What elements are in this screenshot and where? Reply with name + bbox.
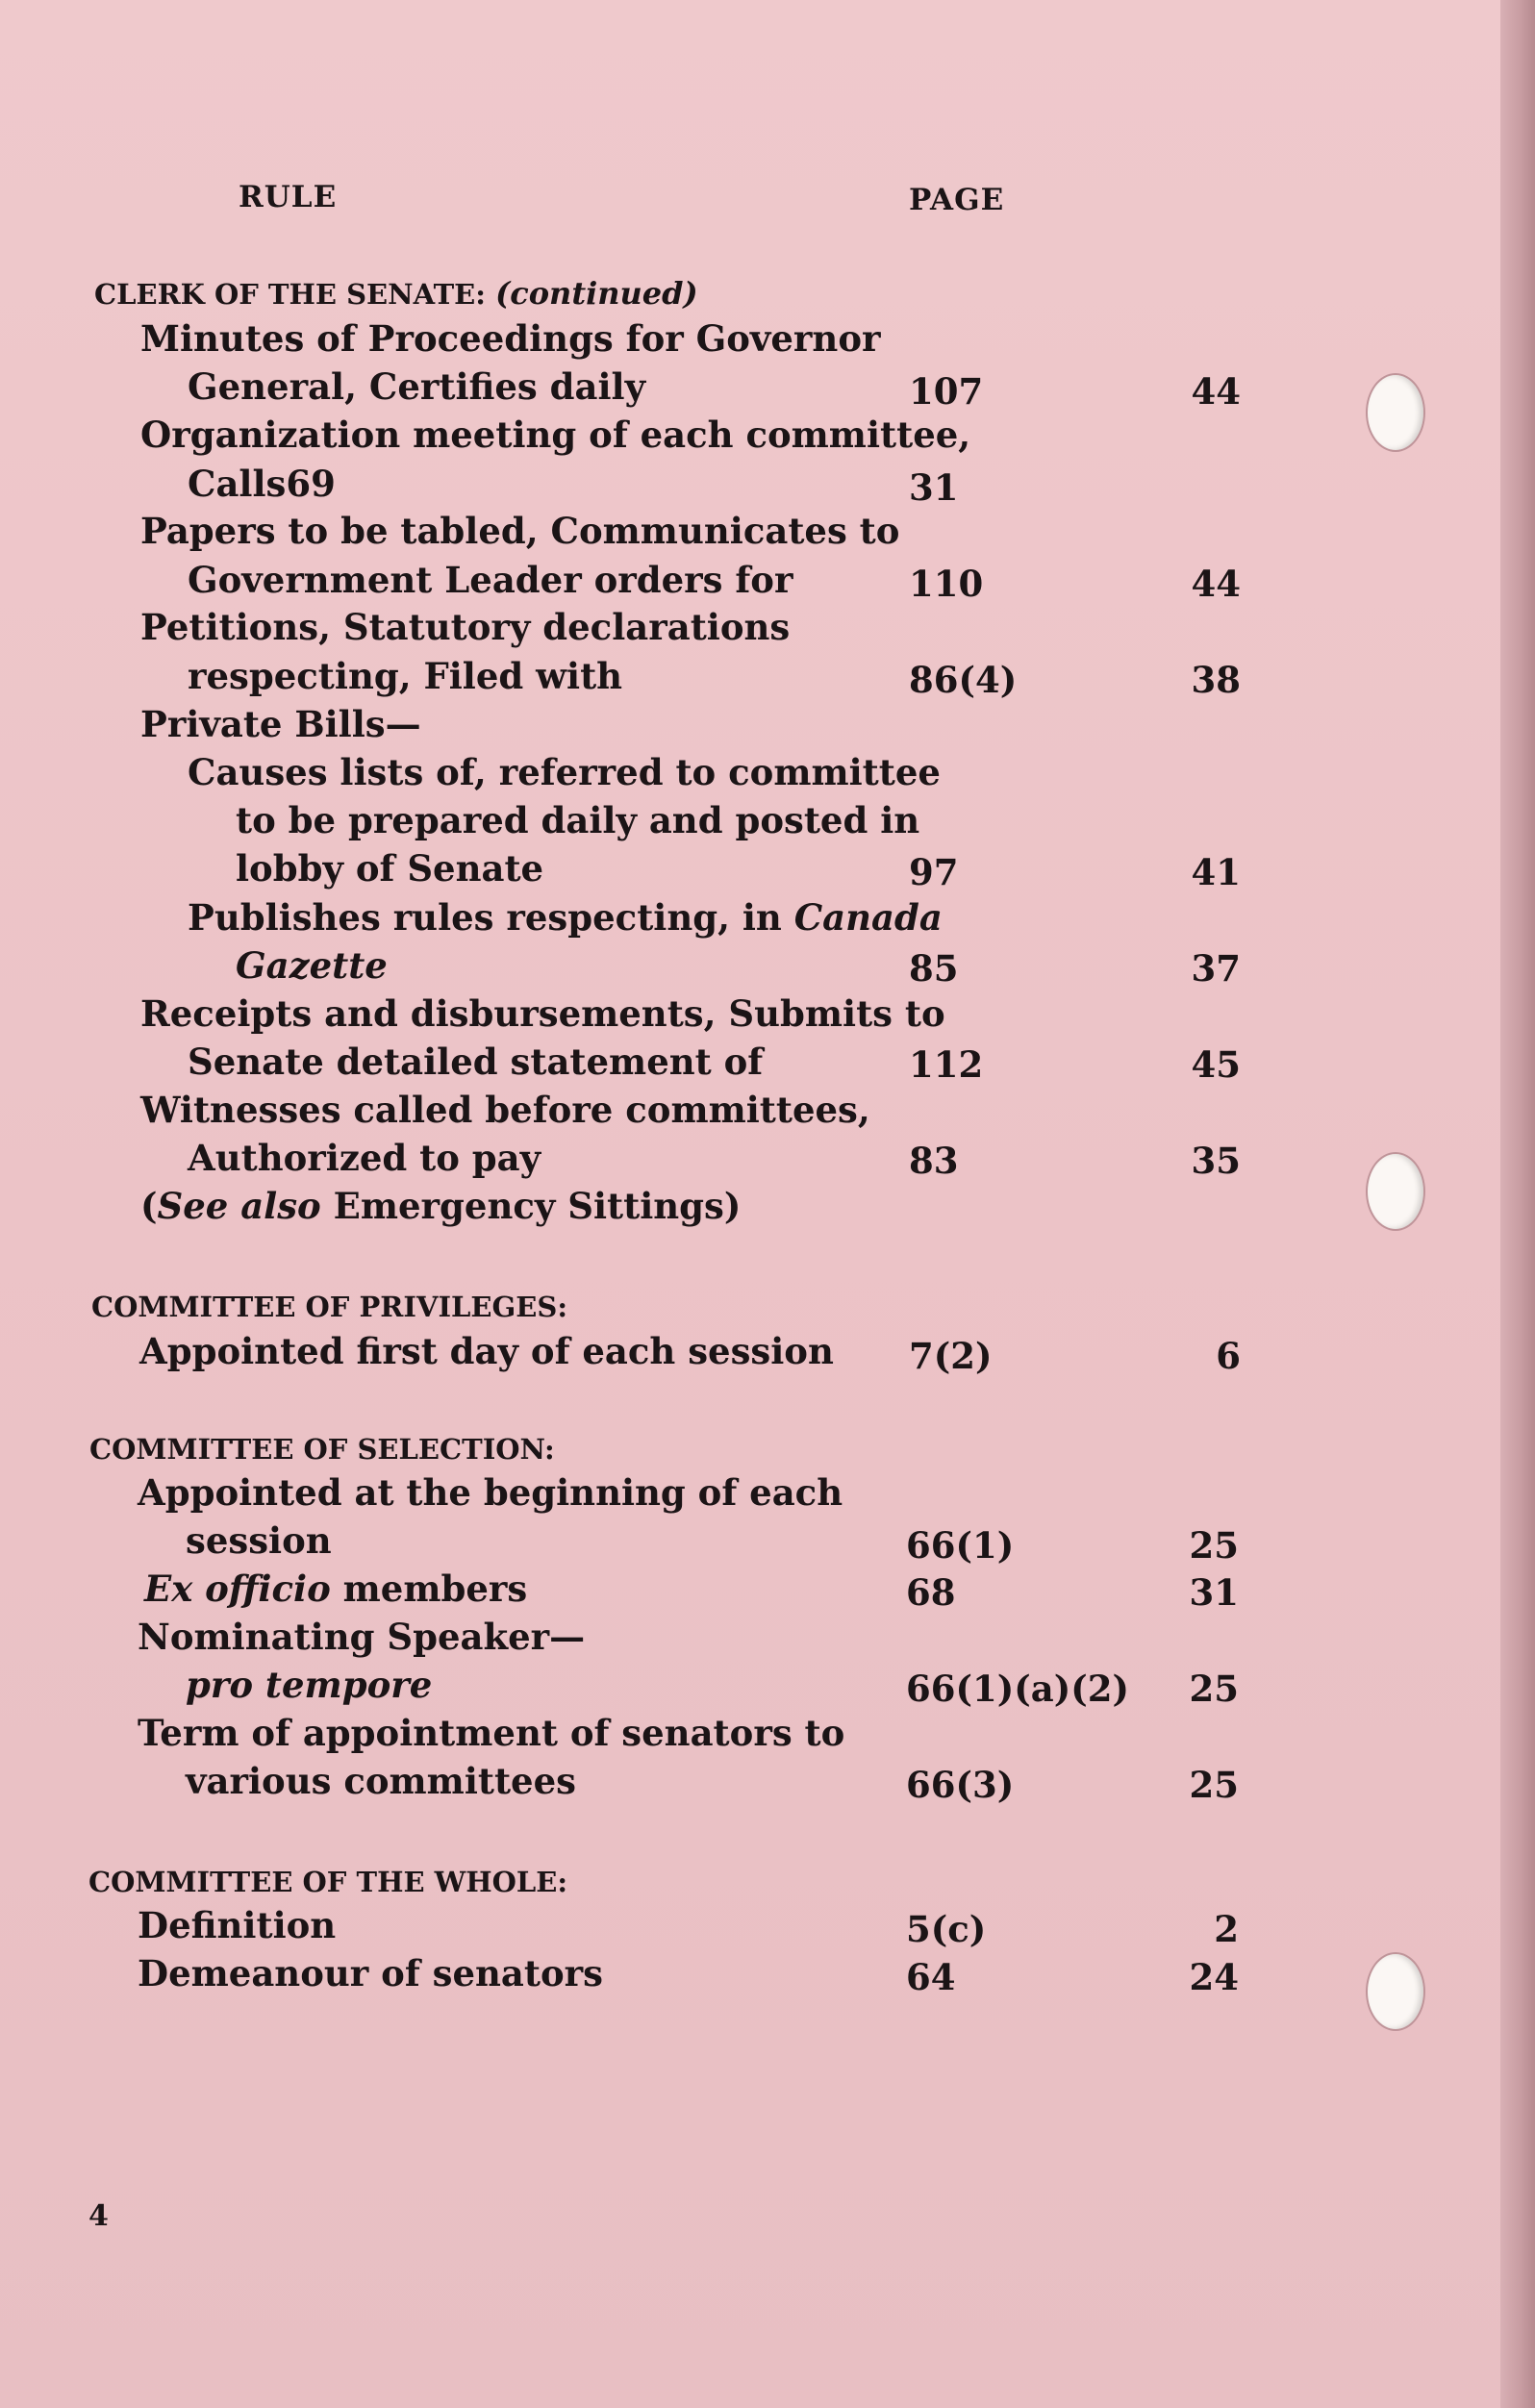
- entry-text: Authorized to pay: [188, 1137, 541, 1179]
- page-number-ref: 31: [1189, 1571, 1239, 1614]
- page-number-ref: 37: [1191, 947, 1241, 990]
- section-heading-privileges: COMMITTEE OF PRIVILEGES:: [91, 1291, 568, 1323]
- rule-number: 68: [906, 1571, 956, 1614]
- entry-text: respecting, Filed with: [188, 655, 623, 697]
- entry-text: Government Leader orders for: [188, 559, 793, 601]
- page-number-ref: 6: [1216, 1335, 1241, 1377]
- entry-text: General, Certifies daily: [188, 365, 646, 408]
- entry-text: Private Bills—: [140, 703, 421, 745]
- entry-text: Witnesses called before committees,: [140, 1089, 870, 1131]
- page-number-ref: 41: [1191, 851, 1241, 893]
- entry-text: Nominating Speaker—: [138, 1616, 586, 1658]
- section-heading-selection: COMMITTEE OF SELECTION:: [89, 1433, 555, 1466]
- page-number-ref: 44: [1191, 370, 1241, 413]
- rule-number: 97: [909, 851, 959, 893]
- rule-number: 86(4): [909, 659, 1018, 701]
- entry-text: various committees: [186, 1760, 576, 1802]
- rule-number: 7(2): [909, 1335, 993, 1377]
- entry-text: lobby of Senate: [236, 847, 544, 890]
- page-footer-number: 4: [88, 2199, 109, 2233]
- entry-text: Appointed at the beginning of each: [138, 1471, 843, 1514]
- page-number-ref: 44: [1191, 563, 1241, 605]
- rule-number: 85: [909, 947, 959, 990]
- entry-text: Causes lists of, referred to committee: [188, 751, 941, 793]
- entry-text: Demeanour of senators: [138, 1952, 603, 1994]
- page-number-ref: 25: [1189, 1524, 1239, 1567]
- entry-text: Appointed first day of each session: [139, 1330, 834, 1372]
- entry-text: Minutes of Proceedings for Governor: [140, 317, 881, 360]
- binder-hole: [1366, 373, 1425, 452]
- rule-number: 31: [909, 466, 959, 509]
- entry-text: to be prepared daily and posted in: [236, 799, 920, 841]
- entry-text: Term of appointment of senators to: [138, 1712, 845, 1754]
- rule-number: 5(c): [906, 1908, 987, 1950]
- cross-reference: (See also Emergency Sittings): [140, 1185, 742, 1227]
- rule-number: 66(3): [906, 1764, 1015, 1806]
- entry-text: Organization meeting of each committee,: [140, 414, 971, 456]
- binder-hole: [1366, 1152, 1425, 1231]
- page-number-ref: 38: [1191, 659, 1241, 701]
- page-number-ref: 35: [1191, 1140, 1241, 1182]
- entry-text: Gazette: [236, 944, 388, 987]
- page-number-ref: 2: [1214, 1908, 1239, 1950]
- rule-number: 66(1): [906, 1524, 1015, 1567]
- section-heading-clerk: CLERK OF THE SENATE: (continued): [94, 275, 698, 312]
- page-number-ref: 25: [1189, 1764, 1239, 1806]
- page-column-header: PAGE: [909, 183, 1005, 217]
- rule-number: 66(1)(a)(2): [906, 1668, 1129, 1710]
- rule-number: 83: [909, 1140, 959, 1182]
- binder-hole: [1366, 1952, 1425, 2031]
- entry-text: pro tempore: [186, 1664, 433, 1706]
- page-edge: [1500, 0, 1535, 2408]
- rule-number: 64: [906, 1956, 956, 1998]
- entry-text: Publishes rules respecting, in Canada: [188, 896, 943, 939]
- rule-number: 110: [909, 563, 984, 605]
- entry-text: Receipts and disbursements, Submits to: [140, 992, 945, 1035]
- page-number-ref: 25: [1189, 1668, 1239, 1710]
- rule-column-header: RULE: [239, 180, 338, 214]
- entry-text: Definition: [138, 1904, 337, 1946]
- entry-text: Petitions, Statutory declarations: [140, 606, 791, 648]
- entry-text: Papers to be tabled, Communicates to: [140, 510, 900, 552]
- rule-number: 112: [909, 1043, 984, 1086]
- entry-text: Calls69: [188, 463, 336, 505]
- page-number-ref: 24: [1189, 1956, 1239, 1998]
- entry-text: Ex officio members: [144, 1568, 528, 1610]
- entry-text: session: [186, 1519, 332, 1562]
- entry-text: Senate detailed statement of: [188, 1041, 764, 1083]
- rule-number: 107: [909, 370, 984, 413]
- section-heading-whole: COMMITTEE OF THE WHOLE:: [88, 1866, 568, 1898]
- page-number-ref: 45: [1191, 1043, 1241, 1086]
